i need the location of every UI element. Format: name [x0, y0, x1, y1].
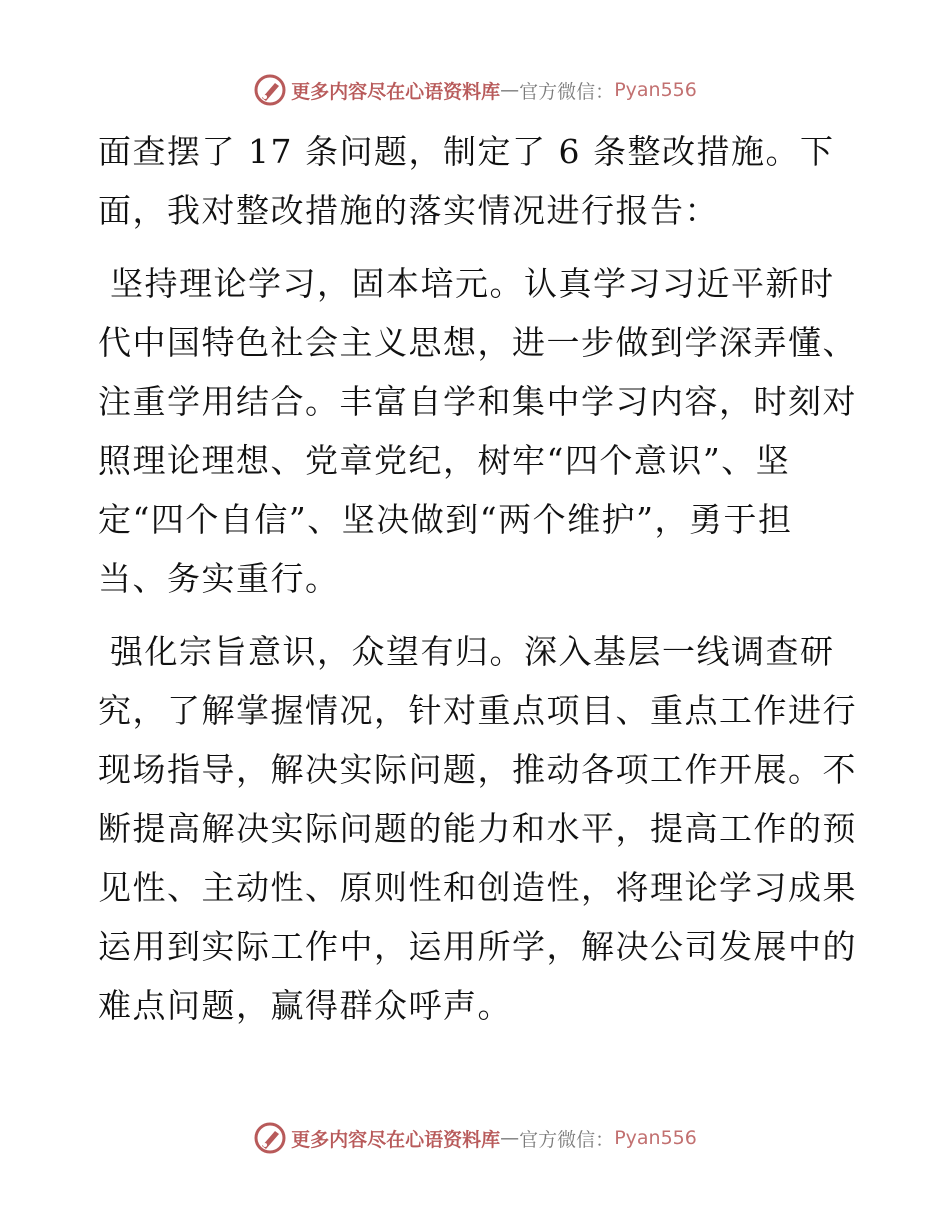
text-line: 注重学用结合。丰富自学和集中学习内容，时刻对 — [98, 382, 857, 421]
banner-wechat-label: 官方微信： — [519, 1128, 615, 1151]
pen-logo-icon — [253, 73, 287, 107]
banner-wechat-id: Pyan556 — [614, 1127, 697, 1149]
banner-dash: — — [500, 79, 520, 101]
paragraph-intro — [98, 122, 858, 240]
text-line: 定“四个自信”、坚决做到“两个维护”，勇于担 — [98, 500, 793, 539]
banner-dash: — — [500, 1127, 520, 1149]
text-line: 代中国特色社会主义思想，进一步做到学深弄懂、 — [98, 323, 857, 362]
text-line: 强化宗旨意识，众望有归。深入基层一线调查研 — [98, 632, 835, 671]
text-line: 难点问题，赢得群众呼声。 — [98, 986, 512, 1025]
paragraph-purpose-awareness — [98, 622, 858, 1035]
text-line: 现场指导，解决实际问题，推动各项工作开展。不 — [98, 750, 857, 789]
banner-wechat-id: Pyan556 — [614, 79, 697, 101]
text-line: 坚持理论学习，固本培元。认真学习习近平新时 — [98, 264, 835, 303]
pen-logo-icon — [253, 1121, 287, 1155]
text-line: 断提高解决实际问题的能力和水平，提高工作的预 — [98, 809, 857, 848]
text-line: 究，了解掌握情况，针对重点项目、重点工作进行 — [98, 691, 857, 730]
text-line: 面，我对整改措施的落实情况进行报告： — [98, 191, 719, 230]
text-line: 见性、主动性、原则性和创造性，将理论学习成果 — [98, 868, 857, 907]
footer-banner — [0, 1118, 950, 1158]
text-line: 照理论理想、党章党纪，树牢“四个意识”、坚 — [98, 441, 791, 480]
paragraph-theory-study — [98, 254, 858, 608]
text-line: 面查摆了 17 条问题，制定了 6 条整改措施。下 — [98, 132, 835, 171]
banner-title: 更多内容尽在心语资料库 — [291, 1128, 501, 1151]
text-line: 运用到实际工作中，运用所学，解决公司发展中的 — [98, 927, 857, 966]
document-body — [98, 122, 858, 1035]
text-line: 当、务实重行。 — [98, 559, 340, 598]
header-banner — [0, 70, 950, 110]
banner-wechat-label: 官方微信： — [519, 80, 615, 103]
banner-title: 更多内容尽在心语资料库 — [291, 80, 501, 103]
